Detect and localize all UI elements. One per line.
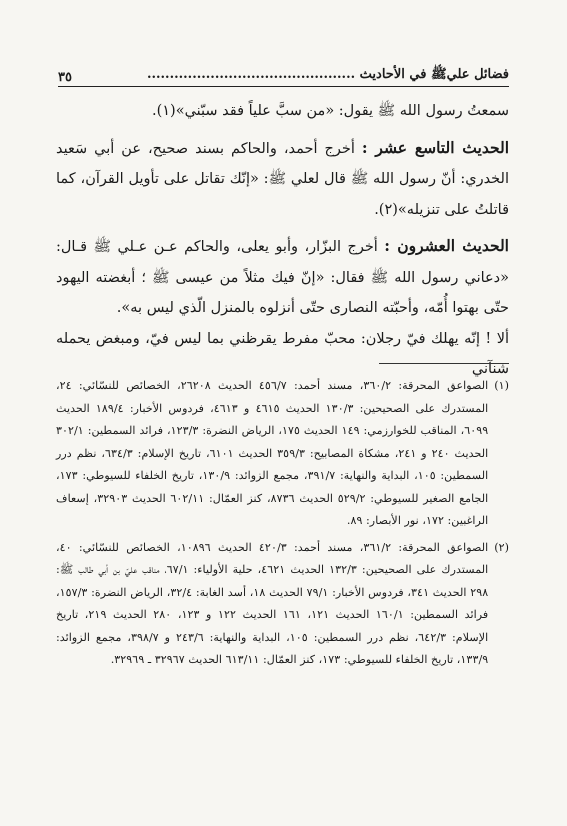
footnote-2: [56, 537, 509, 672]
hadith-19-text: أخرج أحمد، والحاكم بسند صحيح، عن أبي سَعيد الخدري: أنّ رسول الله ﷺ قال لعلي ﷺ: «إنّك تقاتل على تأويل القرآن، كما قاتلتُ على تنزيله»(٢).: [56, 140, 509, 218]
hadith-20-text: أخرج البزّار، وأبو يعلى، والحاكم عـن عـلي ﷺ قـال: «دعاني رسول الله ﷺ فقال: «إنّ فيك مثلاً من عيسى ﷺ ؛ أبغضته اليهود حتّى بهتوا أُمّه، وأحبّته النصارى حتّى أنزلوه بالمنزل الّذي ليس به».: [56, 239, 509, 316]
hadith-19-paragraph: [56, 133, 509, 226]
footnote-number: (١): [494, 379, 509, 392]
paragraph-continuation: سمعتُ رسول الله ﷺ يقول: «من سبَّ علياً فقد سبّني»(١).: [151, 103, 509, 119]
hadith-19-heading: الحديث التاسع عشر :: [361, 137, 509, 157]
footnote-text: الصواعق المحرقة: ٣٦١/٢، مسند أحمد: ٤٢٠/٣ الحديث ١٠٨٩٦، الخصائص للنسّائي: ٤٠، المستدرك على الصحيحين: ١٣٢/٣ الحديث ٤٦٢١، حلية الأولياء: ٦٧/١، مناقب عليّ بن أبي طالب ﷺ: ٢٩٨ الحديث ٣٤١، فردوس الأخبار: ٧٩/١ الحديث ١٨، أسد الغابة: ٣٢/٤، الرياض النضرة: ١٥٧/٣، فرائد السمطين: ١٦٠/١ الحديث ١٢١، ١٦١ الحديث ١٢٢ و ١٢٣، ٢٨٠ الحديث ٢١٩، تاريخ الإسلام: ٦٤٢/٣، نظم درر السمطين: ١٠٥، البداية والنهاية: ٢٤٣/٦ و ٣٩٨/٧، مجمع الزوائد: ١٣٣/٩، تاريخ الخلفاء للسيوطي: ١٧٣، كنز العمّال: ٦١٣/١١ الحديث ٣٢٩٦٧ ـ ٣٢٩٦٩.: [56, 540, 489, 666]
hadith-20-paragraph: [56, 231, 509, 324]
footnote-text: الصواعق المحرقة: ٣٦٠/٢، مسند أحمد: ٤٥٦/٧ الحديث ٢٦٢٠٨، الخصائص للنسّائي: ٢٤، المستدرك على الصحيحين: ١٣٠/٣ الحديث ٤٦١٥ و ٤٦١٣، فردوس الأخبار: ١٨٩/٤ الحديث ٦٠٩٩، المناقب للخوارزمي: ١٤٩ الحديث ١٧٥، الرياض النضرة: ١٢٣/٣، فرائد السمطين: ٣٠٢/١ الحديث ٢٤٠ و ٢٤١، مشكاة المصابيح: ٣٥٩/٣ الحديث ٦١٠١، تاريخ الإسلام: ٦٣٤/٣، نظم درر السمطين: ١٠٥، البداية والنهاية: ٣٩١/٧، مجمع الزوائد: ١٣٠/٩، تاريخ الخلفاء للسيوطي: ١٧٣، الجامع الصغير للسيوطي: ٥٢٩/٢ الحديث ٨٧٣٦، كنز العمّال: ٦٠٢/١١ الحديث ٣٢٩٠٣، إسعاف الراغبين: ١٧٢، نور الأبصار: ٨٩.: [56, 379, 489, 527]
header-title: فضائل عليﷺ في الأحاديث ..............................................: [146, 67, 509, 82]
running-header: [58, 63, 509, 85]
footnote-divider: [379, 363, 509, 364]
header-divider: [58, 86, 509, 87]
footnotes: [56, 375, 509, 676]
main-text: [56, 96, 509, 385]
footnote-1: [56, 375, 509, 533]
hadith-20-heading: الحديث العشرون :: [384, 236, 509, 255]
footnote-number: (٢): [494, 540, 509, 554]
page-number: ٣٥: [58, 70, 72, 85]
paragraph-last-line: ألا ! إنّه يهلك فيّ رجلان: محبّ مفرط يقرظني بما ليس فيّ، ومبغض يحمله شنآني: [56, 330, 509, 377]
